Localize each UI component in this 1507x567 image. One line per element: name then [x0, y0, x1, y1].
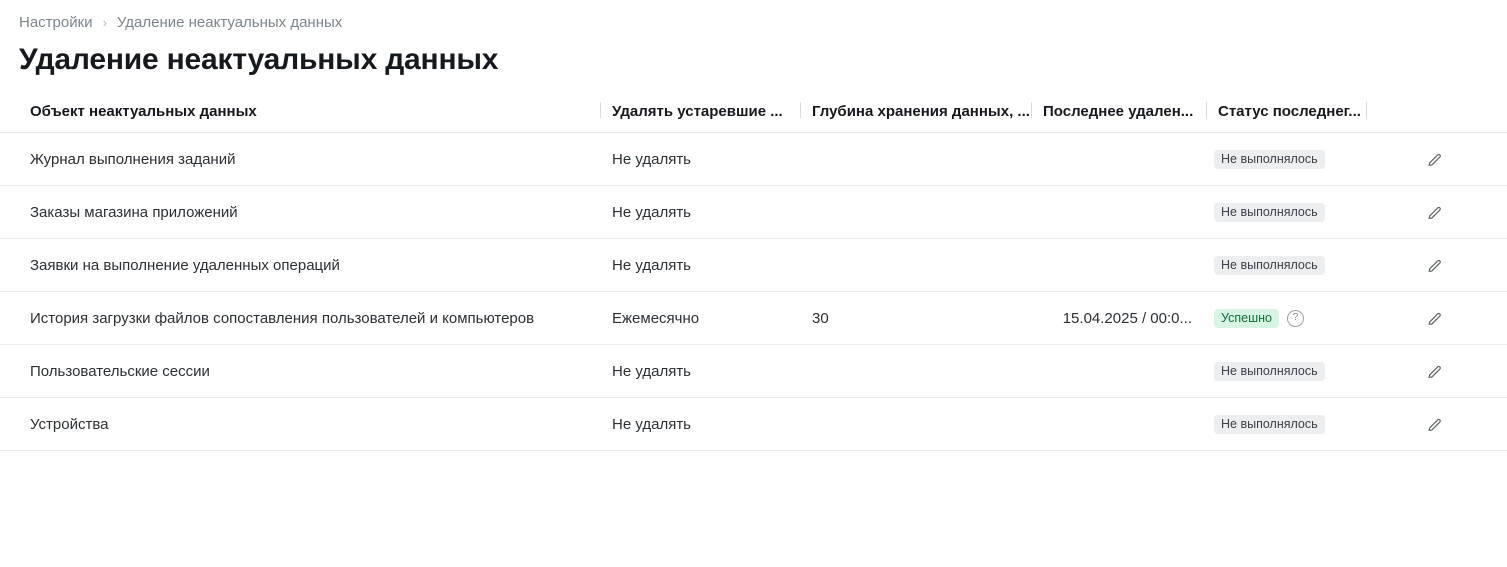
column-header-actions [1366, 103, 1507, 133]
cell-object-label: Заказы магазина приложений [30, 203, 238, 221]
cell-last-deletion [1031, 292, 1206, 345]
cell-object [0, 133, 600, 186]
pencil-icon [1426, 363, 1443, 380]
column-divider [600, 102, 601, 118]
cell-object-label: Заявки на выполнение удаленных операций [30, 256, 340, 274]
breadcrumb [0, 0, 1507, 31]
cell-object [0, 292, 600, 345]
cell-object-label: Устройства [30, 415, 109, 433]
actions-cell [1366, 201, 1507, 223]
table-row[interactable] [0, 133, 1507, 186]
status-badge: Успешно [1214, 309, 1279, 328]
cell-object [0, 398, 600, 451]
cell-object [0, 345, 600, 398]
cell-status [1206, 239, 1366, 292]
cell-last-deletion [1031, 345, 1206, 398]
table-row[interactable] [0, 186, 1507, 239]
edit-row-button[interactable] [1423, 254, 1445, 276]
edit-row-button[interactable] [1423, 307, 1445, 329]
pencil-icon [1426, 204, 1443, 221]
cell-delete-schedule [600, 345, 800, 398]
breadcrumb-item-settings[interactable]: Настройки [19, 14, 93, 31]
cell-actions [1366, 292, 1507, 345]
cell-delete-schedule-label: Не удалять [612, 203, 691, 221]
cell-actions [1366, 186, 1507, 239]
table-row[interactable] [0, 398, 1507, 451]
actions-cell [1366, 360, 1507, 382]
cell-object-label: История загрузки файлов сопоставления пользователей и компьютеров [30, 309, 535, 327]
cell-status [1206, 133, 1366, 186]
cell-retention-depth [800, 186, 1031, 239]
status-cell [1206, 150, 1366, 169]
breadcrumb-item-current: Удаление неактуальных данных [116, 14, 343, 31]
pencil-icon [1426, 257, 1443, 274]
data-table-container [0, 103, 1507, 451]
cell-delete-schedule-label: Не удалять [612, 256, 691, 274]
help-icon[interactable]: ? [1287, 310, 1304, 327]
table-row[interactable] [0, 292, 1507, 345]
cell-actions [1366, 398, 1507, 451]
actions-cell [1366, 148, 1507, 170]
cell-object [0, 239, 600, 292]
pencil-icon [1426, 416, 1443, 433]
edit-row-button[interactable] [1423, 148, 1445, 170]
table-row[interactable] [0, 239, 1507, 292]
breadcrumb-separator-icon: › [102, 15, 107, 30]
column-header-last-deletion[interactable] [1031, 103, 1206, 133]
status-badge: Не выполнялось [1214, 256, 1325, 275]
pencil-icon [1426, 310, 1443, 327]
column-header-last-deletion-label: Последнее удален... [1043, 103, 1194, 120]
table-header [0, 103, 1507, 133]
cell-actions [1366, 239, 1507, 292]
column-divider [1366, 102, 1367, 118]
status-cell [1206, 415, 1366, 434]
edit-row-button[interactable] [1423, 413, 1445, 435]
table-row[interactable] [0, 345, 1507, 398]
cell-last-deletion [1031, 186, 1206, 239]
actions-cell [1366, 254, 1507, 276]
cell-status [1206, 398, 1366, 451]
table-body [0, 133, 1507, 451]
cell-delete-schedule-label: Не удалять [612, 362, 691, 380]
cell-delete-schedule-label: Не удалять [612, 415, 691, 433]
cell-last-deletion [1031, 239, 1206, 292]
actions-cell [1366, 307, 1507, 329]
cell-object [0, 186, 600, 239]
cell-actions [1366, 345, 1507, 398]
cell-retention-depth [800, 398, 1031, 451]
column-header-delete-schedule[interactable] [600, 103, 800, 133]
cell-object-label: Пользовательские сессии [30, 362, 210, 380]
cell-status [1206, 186, 1366, 239]
status-badge: Не выполнялось [1214, 150, 1325, 169]
cell-last-deletion [1031, 133, 1206, 186]
status-cell [1206, 309, 1366, 328]
cell-last-deletion [1031, 398, 1206, 451]
status-badge: Не выполнялось [1214, 203, 1325, 222]
status-cell [1206, 203, 1366, 222]
cell-last-deletion-label: 15.04.2025 / 00:0... [1062, 309, 1192, 327]
cell-actions [1366, 133, 1507, 186]
cell-status [1206, 345, 1366, 398]
cell-retention-depth [800, 292, 1031, 345]
cell-delete-schedule-label: Ежемесячно [612, 309, 700, 327]
cell-status [1206, 292, 1366, 345]
column-header-last-status[interactable] [1206, 103, 1366, 133]
cell-delete-schedule [600, 186, 800, 239]
column-header-retention-depth-label: Глубина хранения данных, ... [812, 103, 1030, 120]
column-header-last-status-label: Статус последнег... [1218, 103, 1361, 120]
stale-data-table [0, 103, 1507, 451]
cell-delete-schedule [600, 239, 800, 292]
edit-row-button[interactable] [1423, 360, 1445, 382]
edit-row-button[interactable] [1423, 201, 1445, 223]
status-cell [1206, 362, 1366, 381]
column-divider [800, 102, 801, 118]
column-divider [1031, 102, 1032, 118]
cell-delete-schedule-label: Не удалять [612, 150, 691, 168]
cell-retention-depth [800, 239, 1031, 292]
cell-retention-depth-label: 30 [812, 309, 829, 327]
table-header-row [0, 103, 1507, 133]
column-header-retention-depth[interactable] [800, 103, 1031, 133]
status-badge: Не выполнялось [1214, 415, 1325, 434]
pencil-icon [1426, 151, 1443, 168]
column-divider [1206, 102, 1207, 118]
column-header-object[interactable] [0, 103, 600, 133]
status-cell [1206, 256, 1366, 275]
actions-cell [1366, 413, 1507, 435]
page-title: Удаление неактуальных данных [19, 43, 499, 76]
status-badge: Не выполнялось [1214, 362, 1325, 381]
cell-delete-schedule [600, 292, 800, 345]
column-header-delete-schedule-label: Удалять устаревшие ... [612, 103, 783, 120]
cell-retention-depth [800, 133, 1031, 186]
cell-delete-schedule [600, 398, 800, 451]
cell-object-label: Журнал выполнения заданий [30, 150, 236, 168]
column-header-object-label: Объект неактуальных данных [30, 103, 257, 120]
cell-retention-depth [800, 345, 1031, 398]
cell-delete-schedule [600, 133, 800, 186]
